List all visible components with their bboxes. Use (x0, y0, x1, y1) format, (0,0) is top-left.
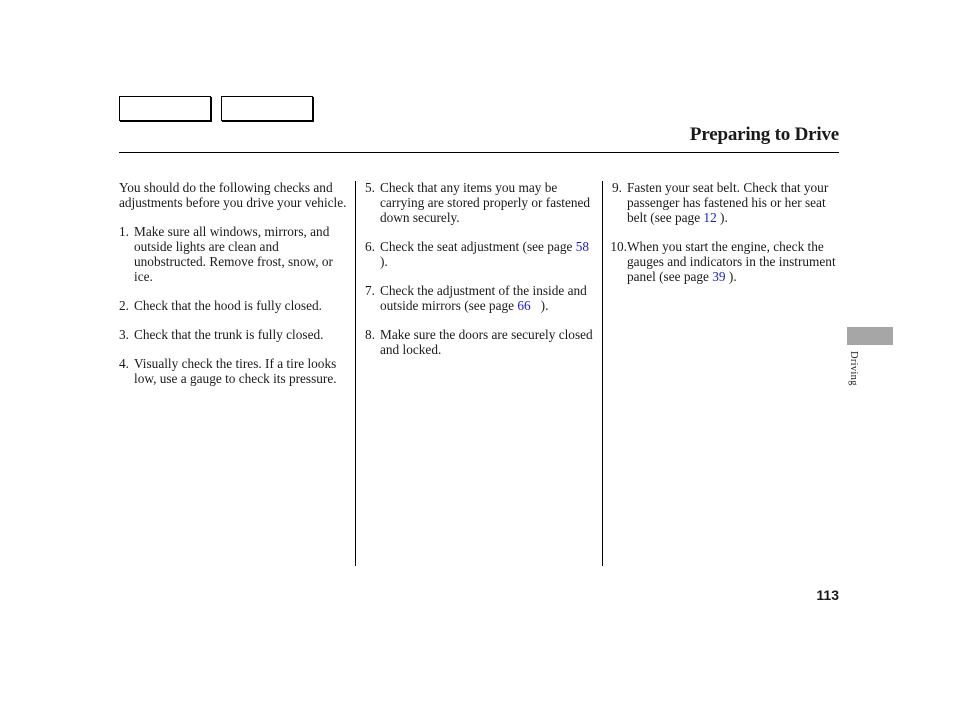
item-text: Check that any items you may be carrying are stored properly or fastened down securely. (380, 180, 591, 225)
page-link[interactable]: 39 (712, 269, 726, 284)
page-link[interactable]: 12 (703, 210, 717, 225)
item-number: 2. (119, 298, 129, 313)
list-item (365, 327, 597, 357)
item-text: Make sure all windows, mirrors, and outside lights are clean and unobstructed. Remove frost, snow, or ice. (134, 224, 333, 284)
item-text (627, 239, 842, 284)
item-text-after: ). (725, 269, 737, 284)
item-number: 4. (119, 356, 129, 371)
column-1 (119, 180, 351, 400)
item-number: 10. (610, 239, 627, 254)
item-text: Check that the hood is fully closed. (134, 298, 322, 313)
list-item (606, 239, 842, 284)
item-number: 7. (365, 283, 375, 298)
item-text-before: Fasten your seat belt. Check that your passenger has fastened his or her seat belt (see page (627, 180, 829, 225)
list-item (119, 298, 351, 313)
item-number: 8. (365, 327, 375, 342)
item-text: Make sure the doors are securely closed and locked. (380, 327, 593, 357)
column-divider (355, 181, 356, 566)
list-item (365, 283, 597, 313)
column-divider (602, 181, 603, 566)
item-text (380, 283, 597, 313)
item-text (627, 180, 842, 225)
section-tab[interactable] (847, 327, 893, 345)
section-tab-label: Driving (848, 351, 859, 386)
column-2 (365, 180, 597, 371)
item-text-before: When you start the engine, check the gauges and indicators in the instrument panel (see page (627, 239, 836, 284)
item-text: Check that the trunk is fully closed. (134, 327, 324, 342)
item-number: 6. (365, 239, 375, 254)
column-3 (606, 180, 842, 298)
page-link[interactable]: 66 (517, 298, 531, 313)
list-item (606, 180, 842, 225)
item-number: 5. (365, 180, 375, 195)
page-link[interactable]: 58 (575, 239, 589, 254)
nav-button-previous[interactable] (119, 96, 211, 121)
item-text: Visually check the tires. If a tire looks low, use a gauge to check its pressure. (134, 356, 337, 386)
list-item (119, 327, 351, 342)
item-text-after: ). (716, 210, 728, 225)
page-title: Preparing to Drive (689, 124, 839, 145)
intro-paragraph: You should do the following checks and adjustments before you drive your vehicle. (119, 180, 347, 210)
list-item (365, 180, 597, 225)
item-text-after: ). (537, 298, 549, 313)
page-number: 113 (816, 587, 839, 603)
item-text-before: Check the seat adjustment (see page (380, 239, 576, 254)
item-text (380, 239, 597, 269)
list-item (119, 224, 351, 284)
item-number: 1. (119, 224, 129, 239)
item-number: 9. (612, 180, 622, 195)
item-text-before: Check the adjustment of the inside and outside mirrors (see page (380, 283, 587, 313)
list-item (365, 239, 597, 269)
nav-button-next[interactable] (221, 96, 313, 121)
header-rule (119, 152, 839, 153)
item-number: 3. (119, 327, 129, 342)
item-text-after: ). (380, 254, 388, 269)
list-item (119, 356, 351, 386)
